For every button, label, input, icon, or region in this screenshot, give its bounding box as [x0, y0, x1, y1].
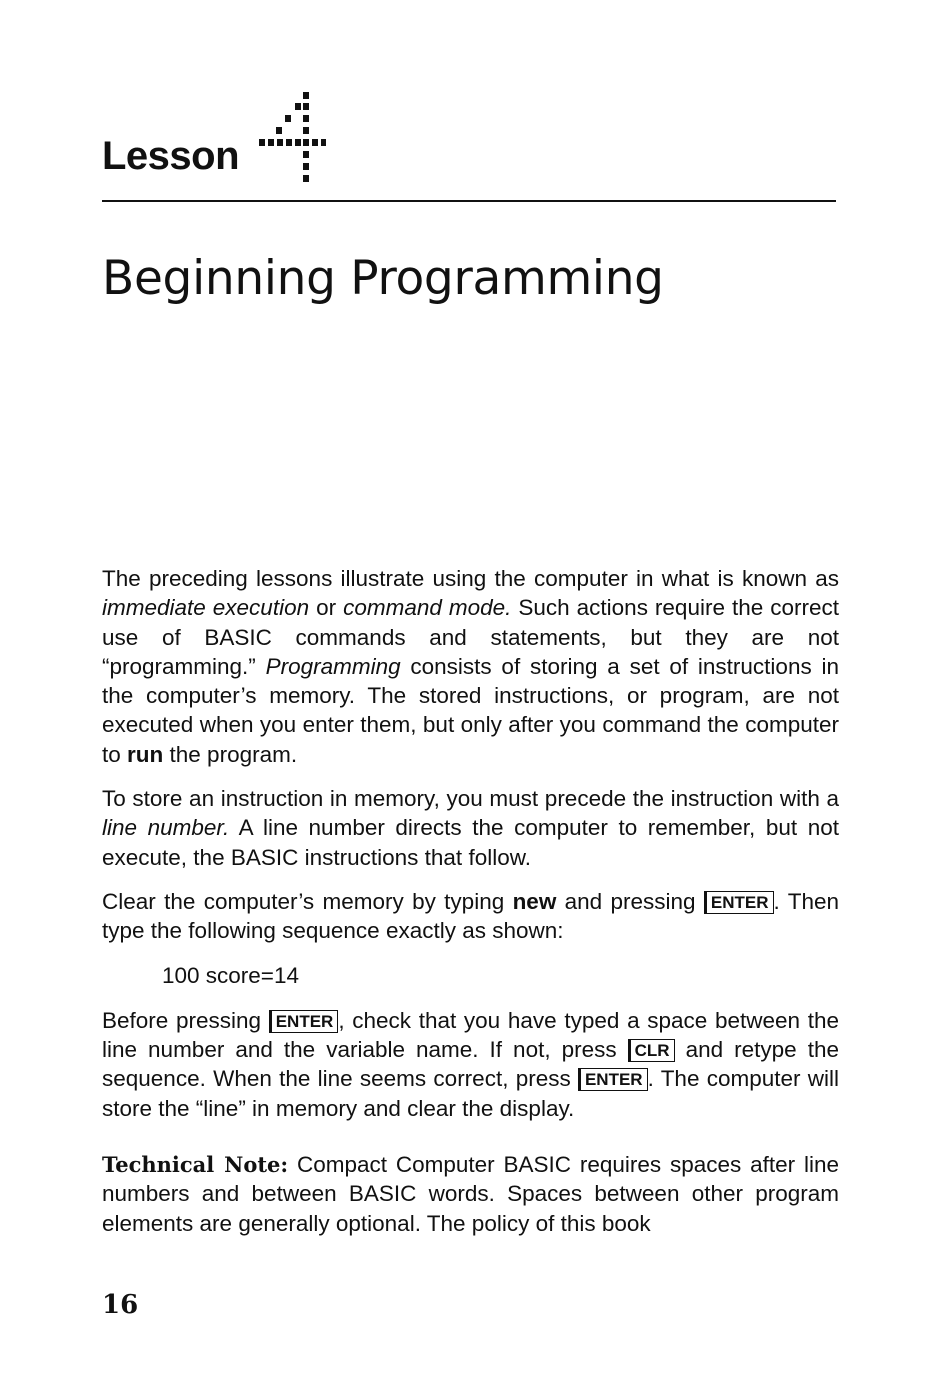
numeral-dot [303, 92, 309, 99]
code-example: 100 score=14 [162, 962, 299, 988]
numeral-dot [303, 175, 309, 182]
technical-note: Technical Note: Compact Computer BASIC requires spaces after line numbers and between BASIC words. Spaces between other program elements are generally optional. The policy of this book [102, 1152, 840, 1236]
term-immediate-execution: immediate execution [102, 595, 310, 621]
paragraph-line-number: To store an instruction in memory, you must precede the instruction with a line number. A line number directs the computer to remember, but not execute, the BASIC instructions that follow. [102, 786, 839, 870]
keyword-run: run [127, 741, 164, 767]
term-programming: Programming [265, 653, 401, 679]
term-command-mode: command mode. [343, 595, 512, 621]
numeral-dot [303, 139, 309, 146]
numeral-dot [259, 139, 265, 146]
numeral-dot [295, 103, 301, 110]
term-line-number: line number. [102, 815, 230, 841]
lesson-number-dot-matrix [256, 88, 326, 186]
numeral-dot [277, 139, 283, 146]
enter-key-icon: ENTER [269, 1010, 339, 1033]
header-rule [102, 200, 836, 202]
chapter-title: Beginning Programming [102, 251, 664, 307]
numeral-dot [285, 115, 291, 122]
numeral-dot [295, 139, 301, 146]
enter-key-icon: ENTER [578, 1068, 648, 1091]
numeral-dot [303, 103, 309, 110]
enter-key-icon: ENTER [704, 891, 774, 914]
numeral-dot [268, 139, 274, 146]
numeral-dot [303, 115, 309, 122]
paragraph-before-enter: Before pressing ENTER , check that you have typed a space between the line number and the variable name. If not, press CLR and retype the sequence. When the line seems correct, press ENTER . The computer will store the “line” in memory and clear the display. [102, 1007, 840, 1121]
clr-key-icon: CLR [628, 1039, 675, 1062]
paragraph-clear-memory: Clear the computer’s memory by typing new and pressing ENTER . Then type the following sequence exactly as shown: [102, 888, 839, 944]
body-text [102, 564, 839, 1253]
numeral-dot [286, 139, 292, 146]
numeral-dot [321, 139, 326, 146]
page-number: 16 [102, 1290, 139, 1320]
numeral-dot [312, 139, 318, 146]
technical-note-label: Technical Note: [102, 1152, 289, 1178]
lesson-label: Lesson [102, 134, 240, 178]
keyword-new: new [512, 888, 557, 914]
paragraph-intro: The preceding lessons illustrate using the computer in what is known as immediate execution or command mode. Such actions require the correct use of BASIC commands and statements, but they are not “programming.” Programming consists of storing a set of instructions in the computer’s memory. The stored instructions, or program, are not executed when you enter them, but only after you command the computer to run the program. [102, 566, 839, 767]
numeral-dot [303, 163, 309, 170]
numeral-dot [303, 151, 309, 158]
numeral-dot [303, 127, 309, 134]
numeral-dot [276, 127, 282, 134]
